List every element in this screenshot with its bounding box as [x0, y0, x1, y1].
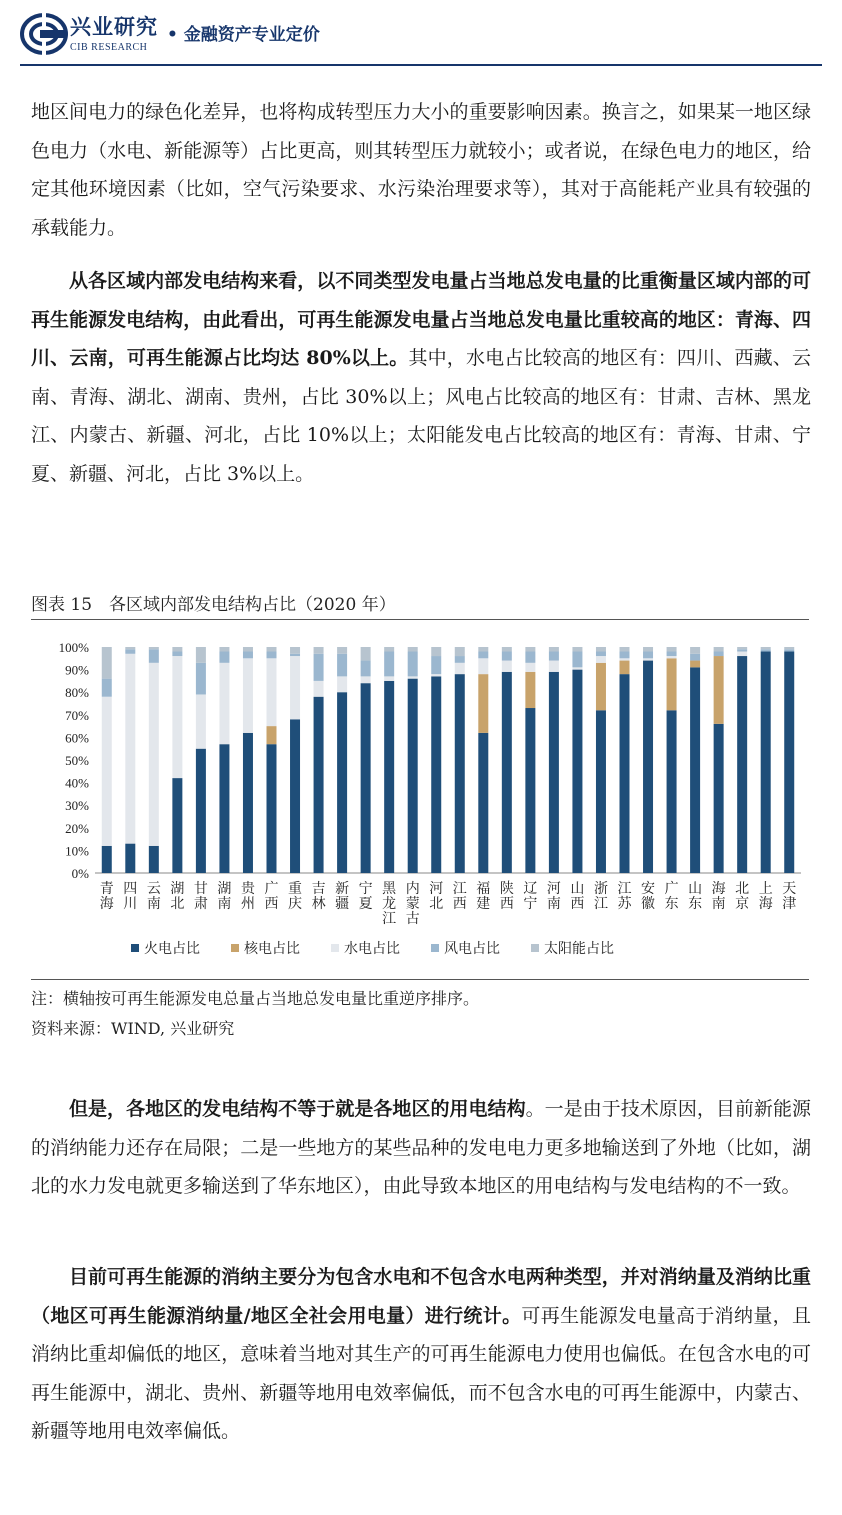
bar-segment [549, 647, 559, 652]
bar-segment [219, 647, 229, 652]
x-tick-label: 湖 [217, 881, 232, 897]
x-tick-label: 上 [758, 881, 773, 897]
bar-segment [596, 647, 606, 652]
bar-segment [714, 647, 724, 652]
figure-note: 注：横轴按可再生能源发电总量占当地总发电量比重逆序排序。 [31, 989, 480, 1008]
x-tick-label: 广 [664, 881, 679, 897]
x-tick-label: 宁 [523, 896, 538, 912]
bar-segment [643, 647, 653, 652]
bar-segment [525, 647, 535, 652]
bar-segment [643, 661, 653, 873]
bar-segment [314, 654, 324, 681]
bar-segment [620, 661, 630, 675]
x-tick-label: 林 [311, 896, 326, 912]
x-tick-label: 疆 [335, 896, 350, 912]
y-tick-label: 100% [58, 640, 89, 655]
bar-segment [572, 667, 582, 669]
bar-segment [525, 652, 535, 663]
bar-segment [219, 744, 229, 873]
bar-segment [549, 672, 559, 873]
bar-segment [714, 724, 724, 873]
y-tick-label: 20% [65, 820, 89, 836]
bar-segment [125, 649, 135, 654]
brand-name-cn: 兴业研究 [70, 15, 158, 39]
bar-segment [690, 647, 700, 654]
x-tick-label: 西 [264, 896, 279, 912]
bar-segment [478, 652, 488, 659]
bar-segment [196, 663, 206, 695]
x-tick-label: 苏 [617, 896, 632, 912]
bar-segment [525, 708, 535, 873]
bar-segment [172, 647, 182, 652]
bar-segment [172, 778, 182, 873]
x-tick-label: 四 [123, 881, 138, 897]
x-tick-label: 青 [99, 881, 114, 897]
bar-segment [572, 652, 582, 668]
bar-segment [337, 676, 347, 692]
legend-swatch [231, 944, 239, 952]
bar-segment [149, 846, 159, 873]
bar-segment [408, 647, 418, 652]
legend-swatch [331, 944, 339, 952]
y-tick-label: 80% [65, 685, 89, 701]
x-tick-label: 徽 [641, 896, 656, 912]
legend-label: 核电占比 [244, 941, 300, 957]
x-tick-label: 福 [476, 881, 491, 897]
bar-segment [149, 663, 159, 846]
bar-segment [667, 658, 677, 710]
bar-segment [196, 749, 206, 873]
bar-segment [737, 656, 747, 873]
bar-segment [314, 647, 324, 654]
figure-title: 图表 15 各区域内部发电结构占比（2020 年） [31, 595, 396, 615]
bar-segment [525, 663, 535, 672]
stacked-bar-chart [31, 625, 809, 973]
x-tick-label: 甘 [193, 881, 208, 897]
bar-segment [620, 674, 630, 873]
bar-segment [290, 656, 300, 719]
x-tick-label: 江 [593, 896, 608, 912]
x-tick-label: 州 [240, 896, 255, 912]
x-tick-label: 庆 [288, 896, 303, 912]
legend-label: 水电占比 [344, 941, 400, 957]
bar-segment [714, 652, 724, 657]
bar-segment [431, 674, 441, 676]
bar-segment [502, 661, 512, 672]
bar-segment [455, 647, 465, 656]
paragraph-3-text: 。一是由于技术原因，目前新能源的消纳能力还存在局限；二是一些地方的某些品种的发电电力更多地输送到了外地（比如，湖北的水力发电就更多输送到了华东地区），由此导致本地区的用电结构与发电结构的不一致。 [31, 1098, 811, 1197]
x-tick-label: 山 [570, 881, 585, 897]
x-tick-label: 南 [146, 896, 161, 912]
x-tick-label: 江 [382, 911, 397, 927]
bar-segment [572, 670, 582, 873]
x-tick-label: 西 [570, 896, 585, 912]
bar-segment [337, 692, 347, 873]
bar-segment [690, 654, 700, 661]
bar-segment [243, 647, 253, 652]
figure-bottom-rule [31, 979, 809, 980]
bar-segment [361, 676, 371, 683]
x-tick-label: 东 [688, 896, 703, 912]
x-tick-label: 北 [429, 896, 444, 912]
x-tick-label: 海 [99, 896, 114, 912]
bar-segment [172, 656, 182, 778]
bar-segment [384, 676, 394, 681]
paragraph-2-bold: 从各区域内部发电结构来看，以不同类型发电量占当地总发电量的比重衡量区域内部的可再生能源发电结构，由此看出，可再生能源发电量占当地总发电量比重较高的地区：青海、四川、云南，可再生能源占比均达 80%以上。 [31, 270, 811, 369]
x-tick-label: 河 [546, 881, 561, 897]
bar-segment [525, 672, 535, 708]
x-tick-label: 龙 [382, 896, 397, 912]
y-tick-label: 60% [65, 730, 89, 746]
bar-segment [549, 652, 559, 661]
bar-segment [572, 647, 582, 652]
legend-swatch [431, 944, 439, 952]
bar-segment [690, 667, 700, 873]
x-tick-label: 古 [405, 911, 420, 927]
bar-segment [667, 647, 677, 652]
bar-segment [784, 652, 794, 873]
x-tick-label: 辽 [523, 881, 538, 897]
bar-segment [596, 710, 606, 873]
brand [70, 11, 158, 53]
paragraph-2-text: 其中，水电占比较高的地区有：四川、西藏、云南、青海、湖北、湖南、贵州，占比 30%以上；风电占比较高的地区有：甘肃、吉林、黑龙江、内蒙古、新疆、河北，占比 10%以上；太阳能发电占比较高的地区有：青海、甘肃、宁夏、新疆、河北，占比 3%以上。 [31, 347, 811, 485]
x-tick-label: 浙 [593, 881, 608, 897]
x-tick-label: 海 [711, 881, 726, 897]
bar-segment [761, 649, 771, 651]
bar-segment [384, 647, 394, 652]
bar-segment [337, 654, 347, 677]
x-tick-label: 江 [452, 881, 467, 897]
bar-segment [502, 672, 512, 873]
bar-segment [478, 647, 488, 652]
bar-segment [125, 654, 135, 844]
bar-segment [267, 726, 277, 744]
bar-segment [620, 658, 630, 660]
x-tick-label: 西 [452, 896, 467, 912]
x-tick-label: 北 [170, 896, 185, 912]
bar-segment [620, 652, 630, 659]
bar-segment [761, 647, 771, 649]
page-header [0, 0, 842, 66]
bar-segment [455, 656, 465, 663]
x-tick-label: 南 [217, 896, 232, 912]
bar-segment [784, 647, 794, 649]
x-tick-label: 建 [476, 896, 491, 912]
bar-segment [314, 681, 324, 697]
bar-segment [502, 652, 512, 661]
x-tick-label: 内 [405, 881, 420, 897]
paragraph-3-bold: 但是，各地区的发电结构不等于就是各地区的用电结构 [69, 1098, 526, 1120]
bar-segment [361, 683, 371, 873]
x-tick-label: 宁 [358, 881, 373, 897]
x-tick-label: 东 [664, 896, 679, 912]
bar-segment [549, 661, 559, 672]
paragraph-3 [31, 1090, 811, 1206]
figure-top-rule [31, 619, 809, 620]
bar-segment [243, 658, 253, 733]
bar-segment [196, 694, 206, 748]
bar-segment [784, 649, 794, 651]
x-tick-label: 南 [546, 896, 561, 912]
x-tick-label: 肃 [193, 896, 208, 912]
x-tick-label: 夏 [358, 896, 373, 912]
bar-segment [337, 647, 347, 654]
bar-segment [267, 647, 277, 652]
x-tick-label: 天 [782, 881, 797, 897]
bar-segment [290, 647, 300, 654]
bar-segment [714, 656, 724, 724]
x-tick-label: 云 [146, 881, 161, 897]
x-tick-label: 贵 [240, 881, 255, 897]
bar-segment [125, 844, 135, 873]
bar-segment [408, 652, 418, 677]
legend-label: 火电占比 [144, 941, 200, 957]
bar-segment [431, 676, 441, 873]
bar-segment [314, 697, 324, 873]
bar-segment [102, 647, 112, 679]
x-tick-label: 吉 [311, 881, 326, 897]
paragraph-1: 地区间电力的绿色化差异，也将构成转型压力大小的重要影响因素。换言之，如果某一地区绿色电力（水电、新能源等）占比更高，则其转型压力就较小；或者说，在绿色电力的地区，给定其他环境因素（比如，空气污染要求、水污染治理要求等），其对于高能耗产业具有较强的承载能力。 [31, 101, 811, 239]
bar-segment [243, 733, 253, 873]
bar-segment [102, 697, 112, 846]
bar-segment [102, 679, 112, 697]
bar-segment [243, 652, 253, 659]
bar-segment [290, 719, 300, 873]
paragraph-4-text: 可再生能源发电量高于消纳量，且消纳比重却偏低的地区，意味着当地对其生产的可再生能源电力使用也偏低。在包含水电的可再生能源中，湖北、贵州、新疆等地用电效率偏低，而不包含水电的可再生能源中，内蒙古、新疆等地用电效率偏低。 [31, 1304, 811, 1442]
bar-segment [478, 733, 488, 873]
x-tick-label: 江 [617, 881, 632, 897]
bar-segment [384, 652, 394, 677]
bar-segment [690, 661, 700, 668]
x-tick-label: 河 [429, 881, 444, 897]
bar-segment [290, 654, 300, 656]
bar-segment [737, 647, 747, 649]
y-tick-label: 40% [65, 775, 89, 791]
cib-logo-icon [20, 10, 68, 58]
bar-segment [431, 656, 441, 674]
brand-name-en: CIB RESEARCH [70, 42, 148, 53]
legend-label: 太阳能占比 [544, 941, 614, 957]
bar-segment [761, 652, 771, 873]
x-tick-label: 北 [735, 881, 750, 897]
x-tick-label: 湖 [170, 881, 185, 897]
bar-segment [455, 663, 465, 674]
y-tick-label: 0% [71, 866, 89, 881]
bar-segment [384, 681, 394, 873]
bar-segment [267, 658, 277, 726]
bar-segment [172, 652, 182, 657]
legend-label: 风电占比 [444, 941, 500, 957]
bar-segment [196, 647, 206, 663]
bar-segment [643, 658, 653, 660]
bar-segment [219, 663, 229, 744]
x-tick-label: 广 [264, 881, 279, 897]
x-tick-label: 山 [688, 881, 703, 897]
bar-segment [125, 647, 135, 649]
bar-segment [737, 649, 747, 651]
x-tick-label: 新 [335, 881, 350, 897]
tagline: • 金融资产专业定价 [167, 25, 320, 45]
bar-segment [478, 658, 488, 674]
figure-source: 资料来源：WIND, 兴业研究 [31, 1019, 235, 1038]
bar-segment [596, 656, 606, 663]
bar-segment [408, 679, 418, 873]
legend-swatch [531, 944, 539, 952]
bar-segment [620, 647, 630, 652]
y-tick-label: 30% [65, 798, 89, 814]
y-tick-label: 90% [65, 662, 89, 678]
bar-segment [149, 649, 159, 663]
bar-segment [219, 652, 229, 663]
x-tick-label: 黑 [382, 881, 397, 897]
bar-segment [596, 652, 606, 657]
x-tick-label: 津 [782, 896, 797, 912]
bar-segment [643, 652, 653, 659]
bar-segment [361, 647, 371, 661]
x-tick-label: 西 [499, 896, 514, 912]
bar-segment [102, 846, 112, 873]
x-tick-label: 南 [711, 896, 726, 912]
header-divider [20, 64, 822, 66]
bar-segment [455, 674, 465, 873]
bar-segment [667, 710, 677, 873]
paragraph-2 [31, 262, 811, 493]
x-tick-label: 陕 [499, 881, 514, 897]
x-tick-label: 重 [288, 881, 303, 897]
bar-segment [667, 652, 677, 657]
x-tick-label: 安 [641, 881, 656, 897]
x-tick-label: 蒙 [405, 896, 420, 912]
bar-segment [737, 652, 747, 657]
bar-segment [478, 674, 488, 733]
bar-segment [267, 744, 277, 873]
x-tick-label: 川 [123, 896, 138, 912]
bar-segment [667, 656, 677, 658]
legend-swatch [131, 944, 139, 952]
bar-segment [267, 652, 277, 659]
bar-segment [431, 647, 441, 656]
bar-segment [502, 647, 512, 652]
bar-segment [408, 676, 418, 678]
y-tick-label: 70% [65, 707, 89, 723]
bar-segment [361, 661, 371, 677]
bar-segment [596, 663, 606, 710]
x-tick-label: 海 [758, 896, 773, 912]
bar-segment [149, 647, 159, 649]
x-tick-label: 京 [735, 896, 750, 912]
y-tick-label: 50% [65, 753, 89, 768]
paragraph-4 [31, 1258, 811, 1451]
paragraph-4-bold: 目前可再生能源的消纳主要分为包含水电和不包含水电两种类型，并对消纳量及消纳比重（地区可再生能源消纳量/地区全社会用电量）进行统计。 [31, 1266, 811, 1327]
y-tick-label: 10% [65, 843, 89, 859]
